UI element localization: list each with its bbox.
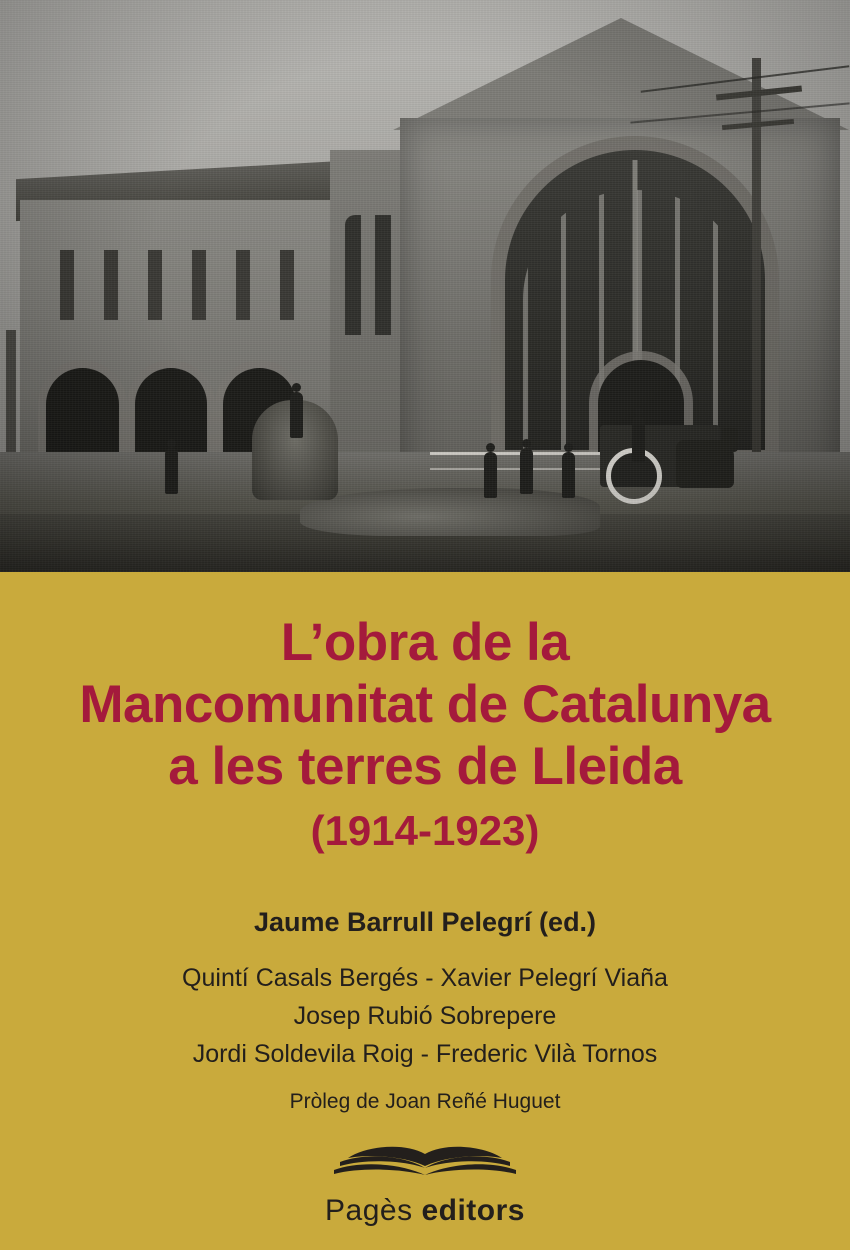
publisher-block — [0, 1144, 850, 1228]
title-line-3: a les terres de Lleida — [168, 737, 682, 796]
title-line-2: Mancomunitat de Catalunya — [79, 675, 771, 734]
author-list — [0, 959, 850, 1073]
publisher-name-bold: editors — [421, 1194, 525, 1227]
title-years: (1914-1923) — [310, 807, 540, 854]
cover-photograph — [0, 0, 850, 572]
author-line: Josep Rubió Sobrepere — [293, 1002, 557, 1030]
publisher-name — [0, 1194, 850, 1228]
author-line: Quintí Casals Bergés - Xavier Pelegrí Viaña — [182, 964, 668, 992]
author-line: Jordi Soldevila Roig - Frederic Vilà Tornos — [192, 1040, 658, 1068]
editor-name: Jaume Barrull Pelegrí (ed.) — [253, 907, 597, 937]
prologue-credit: Pròleg de Joan Reñé Huguet — [289, 1090, 561, 1113]
title-line-1: L’obra de la — [280, 613, 570, 672]
cover-text-area — [0, 572, 850, 1250]
publisher-name-light: Pagès — [325, 1194, 413, 1227]
book-title — [0, 612, 850, 864]
open-book-logo-icon — [332, 1144, 518, 1190]
photo-vignette — [0, 0, 850, 572]
